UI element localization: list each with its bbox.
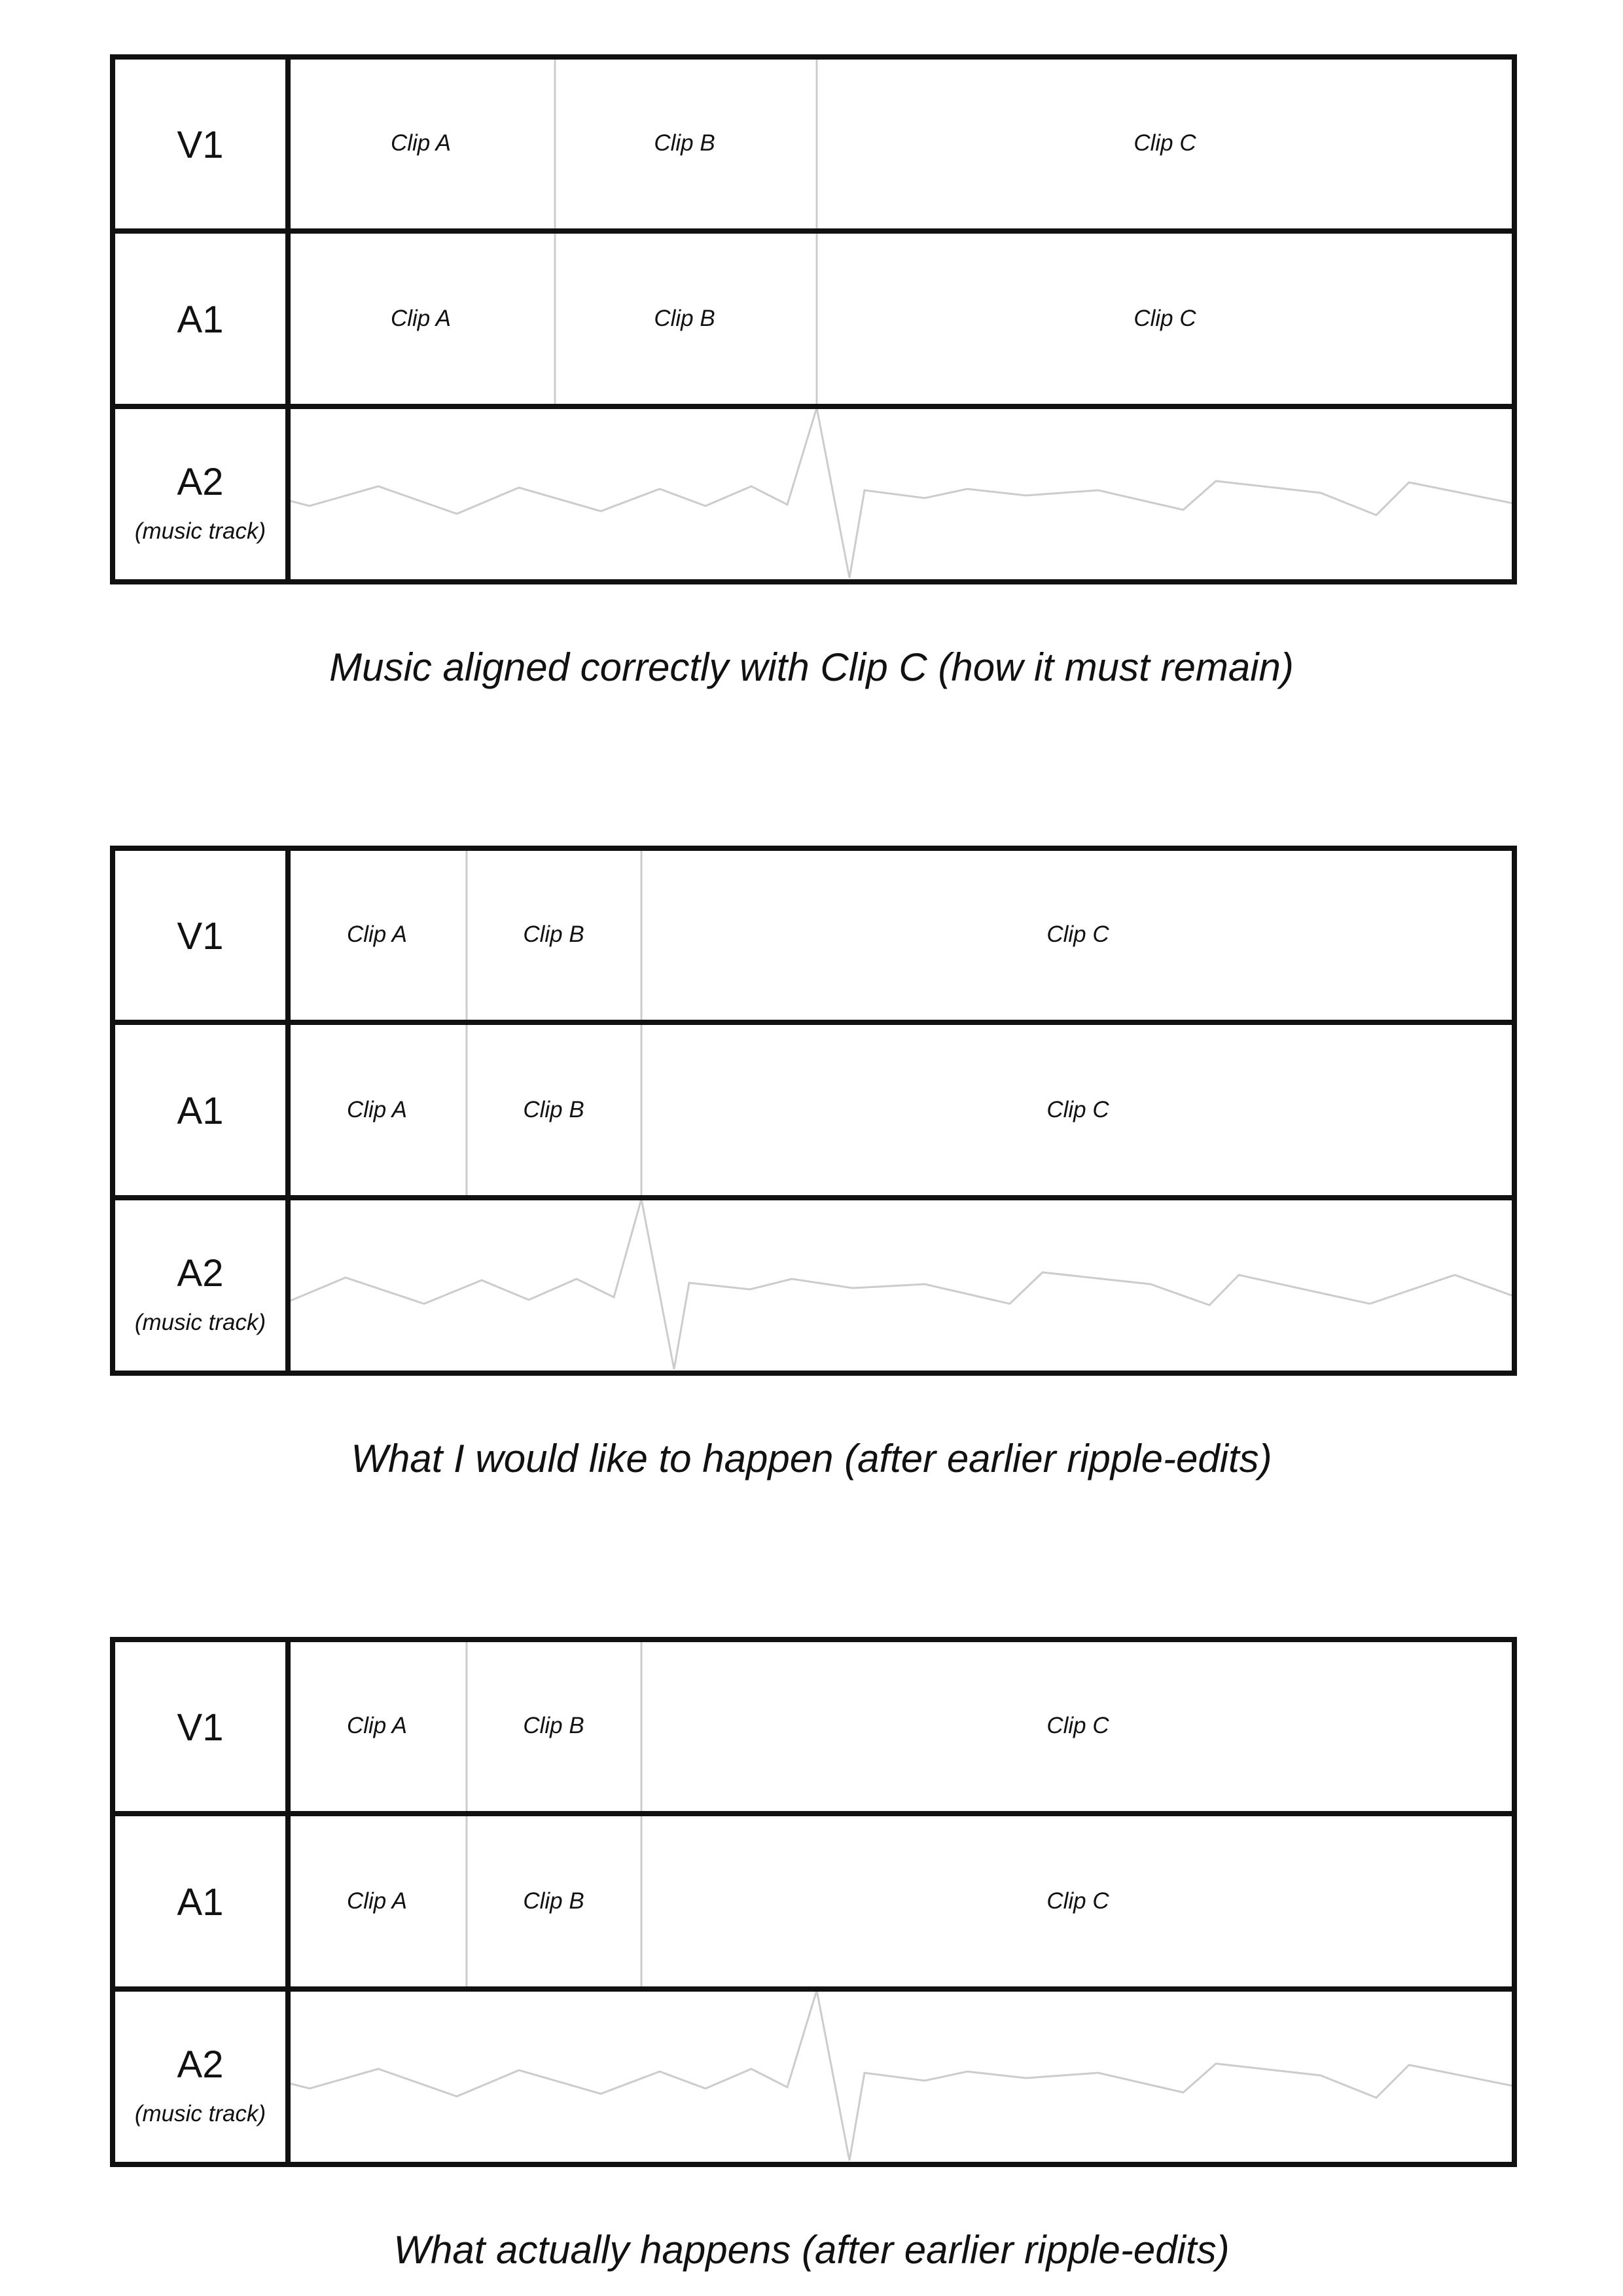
clip-label-a1: Clip C (1133, 306, 1196, 331)
timeline-diagram-2 (110, 846, 1517, 1376)
diagram-caption: What actually happens (after earlier ripple-edits) (393, 2228, 1230, 2272)
clip-label-v1: Clip A (390, 130, 452, 156)
clip-label-v1: Clip B (654, 130, 715, 156)
track-note-a2: (music track) (134, 2101, 266, 2126)
clip-label-v1: Clip A (346, 1713, 408, 1738)
clip-label-a1: Clip A (346, 1888, 408, 1914)
clip-label-a1: Clip B (654, 306, 715, 331)
clip-label-a1: Clip C (1046, 1097, 1109, 1122)
clip-label-a1: Clip B (523, 1097, 584, 1122)
clip-label-a1: Clip A (346, 1097, 408, 1122)
timeline-grid (110, 1637, 1517, 2167)
clip-label-a1: Clip B (523, 1888, 584, 1914)
clip-label-v1: Clip C (1046, 1713, 1109, 1738)
track-label-a1: A1 (177, 298, 224, 341)
clip-label-v1: Clip C (1133, 130, 1196, 156)
track-label-a2: A2 (177, 2043, 224, 2086)
track-label-a2: A2 (177, 1252, 224, 1295)
track-label-a1: A1 (177, 1881, 224, 1924)
timeline-grid (110, 846, 1517, 1376)
track-label-v1: V1 (177, 124, 224, 166)
clip-label-a1: Clip A (390, 306, 452, 331)
timeline-diagram-1 (110, 54, 1517, 584)
track-label-a1: A1 (177, 1090, 224, 1132)
clip-label-v1: Clip B (523, 1713, 584, 1738)
diagram-caption: What I would like to happen (after earlier ripple-edits) (351, 1437, 1272, 1480)
music-waveform (289, 408, 1513, 578)
diagram-caption: Music aligned correctly with Clip C (how it must remain) (329, 645, 1294, 689)
track-label-v1: V1 (177, 1706, 224, 1749)
timeline-diagram-3 (110, 1637, 1517, 2167)
music-waveform (289, 1199, 1513, 1369)
track-label-v1: V1 (177, 915, 224, 958)
clip-label-v1: Clip C (1046, 922, 1109, 947)
clip-label-v1: Clip A (346, 922, 408, 947)
track-note-a2: (music track) (134, 1310, 266, 1335)
track-note-a2: (music track) (134, 518, 266, 544)
clip-label-a1: Clip C (1046, 1888, 1109, 1914)
timeline-grid (110, 54, 1517, 584)
track-label-a2: A2 (177, 461, 224, 503)
clip-label-v1: Clip B (523, 922, 584, 947)
music-waveform (289, 1990, 1513, 2161)
timeline-frame (113, 848, 1514, 1373)
